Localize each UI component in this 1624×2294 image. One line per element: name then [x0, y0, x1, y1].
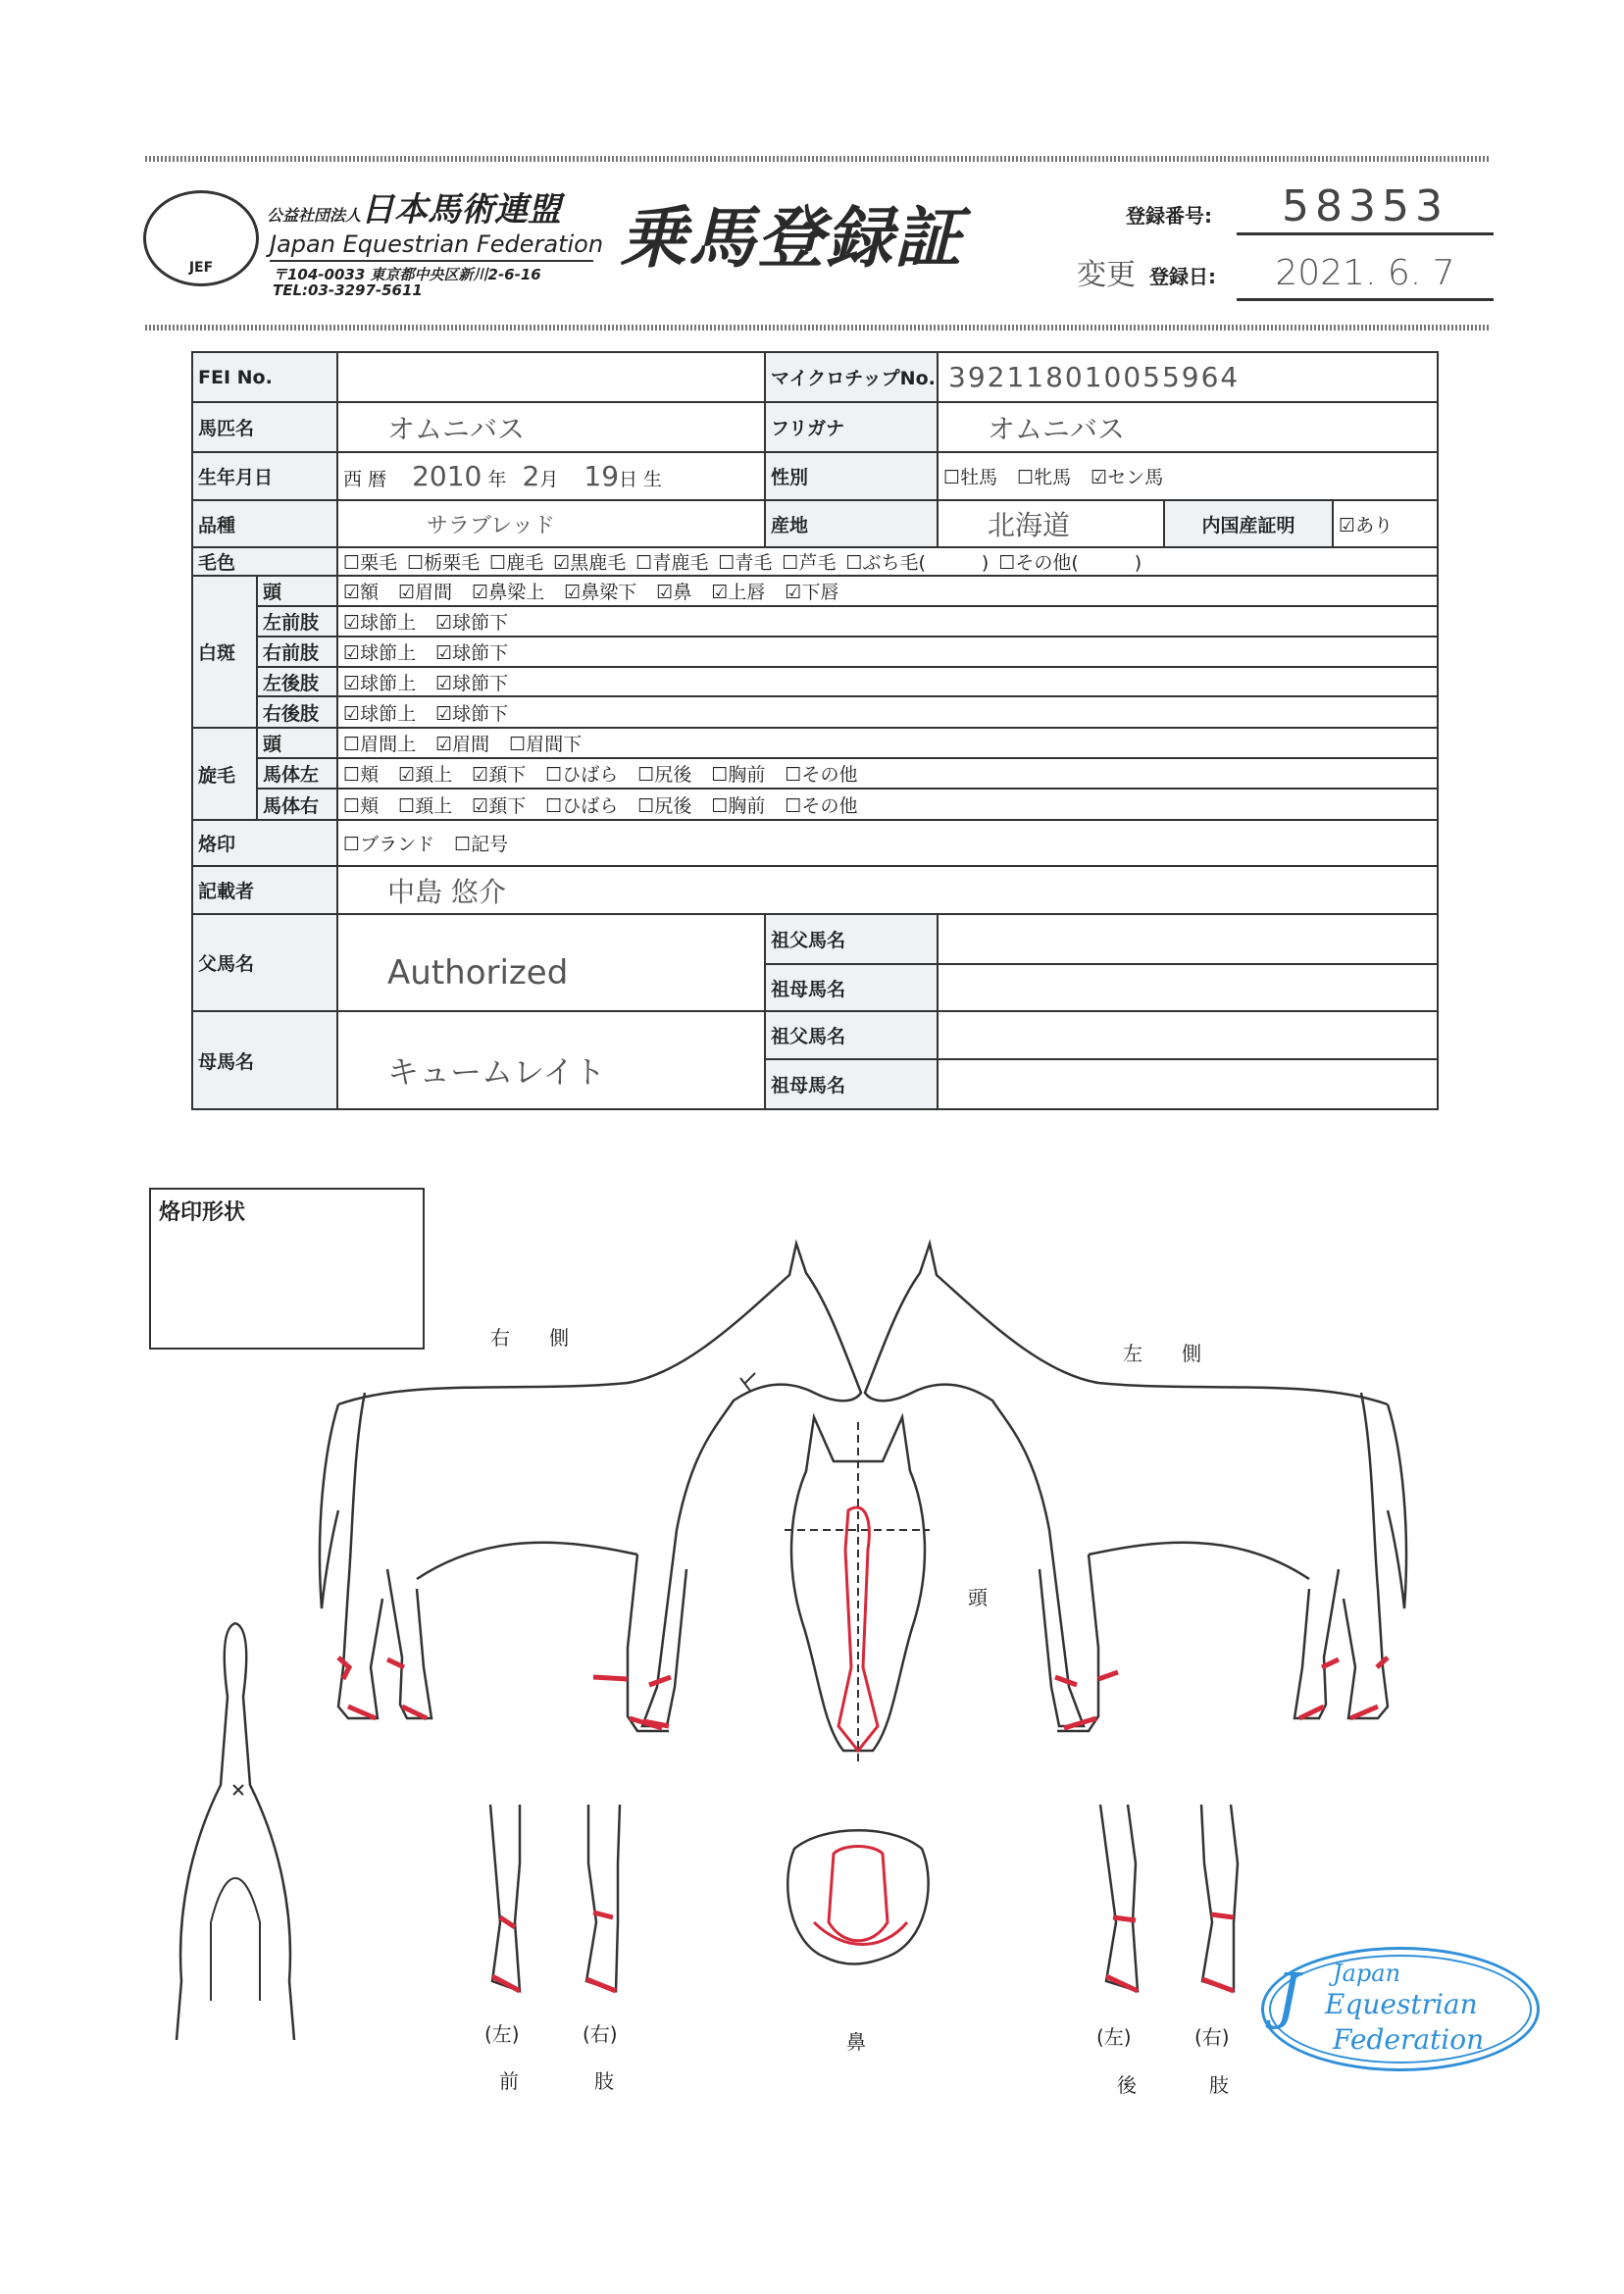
unchecked-box-icon[interactable]: ☐	[845, 552, 863, 574]
birth-day: 19	[584, 460, 620, 492]
checked-box-icon[interactable]: ☑	[435, 702, 453, 725]
checkbox-label: 球節下	[452, 642, 509, 664]
unchecked-box-icon[interactable]: ☐	[545, 764, 563, 786]
whorl-label: 旋毛	[192, 728, 257, 820]
unchecked-box-icon[interactable]: ☐	[711, 764, 729, 786]
unchecked-box-icon[interactable]: ☐	[782, 552, 799, 574]
checkbox-label: ぶち毛( )	[862, 552, 990, 574]
brand-shape-label: 烙印形状	[159, 1200, 246, 1225]
stamp-line2: Equestrian	[1325, 1988, 1478, 2020]
sex-label: 性別	[765, 452, 938, 500]
fore-left-label: (左)	[484, 2022, 520, 2046]
microchip-value: 392118010055964	[938, 352, 1438, 402]
whorl-part-head: 頭	[257, 728, 337, 758]
furigana-label: フリガナ	[765, 402, 938, 452]
unchecked-box-icon[interactable]: ☐	[343, 834, 361, 855]
checkbox-label: 栗毛	[360, 552, 398, 574]
unchecked-box-icon[interactable]: ☐	[711, 794, 729, 817]
checkbox-label: 胸前	[728, 794, 766, 817]
reg-date-label: 登録日:	[1149, 265, 1216, 288]
checkbox-label: 頬	[360, 794, 380, 817]
birth-label: 生年月日	[192, 452, 337, 500]
white-part-rf: 右前肢	[257, 637, 337, 667]
dam-grandsire-label: 祖父馬名	[765, 1011, 938, 1059]
checkbox-label: 頚下	[488, 794, 527, 817]
checked-box-icon[interactable]: ☑	[472, 582, 489, 603]
unchecked-box-icon[interactable]: ☐	[407, 552, 425, 574]
horse-head-front-drawing	[785, 1417, 930, 1765]
unchecked-box-icon[interactable]: ☐	[1017, 467, 1035, 488]
horse-top-view-drawing	[177, 1623, 294, 2040]
sire-value: Authorized	[337, 914, 765, 1011]
checkbox-label: 記号	[471, 834, 509, 855]
domestic-label: 内国産証明	[1164, 500, 1333, 547]
checked-box-icon[interactable]: ☑	[398, 764, 416, 786]
recorder-label: 記載者	[192, 866, 337, 914]
org-english: Japan Equestrian Federation	[270, 231, 593, 262]
checked-box-icon[interactable]: ☑	[398, 582, 416, 603]
checkbox-label: 頚上	[415, 794, 453, 817]
checked-box-icon[interactable]: ☑	[564, 582, 582, 603]
checkbox-label: 尻後	[654, 794, 692, 817]
white-part-lf: 左前肢	[257, 606, 337, 637]
birth-month: 2	[522, 460, 540, 492]
reg-no-value: 58353	[1237, 182, 1494, 235]
checkbox-label: 上唇	[728, 582, 766, 603]
fore-label-1: 前	[499, 2069, 519, 2093]
microchip-label: マイクロチップNo.	[765, 352, 938, 402]
checkbox-label: ひばら	[562, 794, 619, 817]
org-prefix: 公益社団法人	[267, 206, 362, 225]
checked-box-icon[interactable]: ☑	[435, 642, 453, 664]
hind-label-1: 後	[1117, 2073, 1137, 2097]
checkbox-label: その他	[801, 794, 858, 817]
checked-box-icon[interactable]: ☑	[1339, 514, 1356, 536]
head-label: 頭	[968, 1586, 988, 1609]
fore-label-2: 肢	[594, 2069, 614, 2093]
unchecked-box-icon[interactable]: ☐	[343, 764, 361, 786]
change-mark: 変更	[1077, 258, 1136, 292]
checkbox-label: 鼻梁下	[581, 582, 637, 603]
checkbox-label: 球節下	[452, 672, 509, 694]
stamp-line3: Federation	[1333, 2023, 1485, 2056]
checkbox-label: 球節下	[452, 702, 509, 725]
nose-label: 鼻	[846, 2030, 866, 2054]
unchecked-box-icon[interactable]: ☐	[635, 552, 653, 574]
unchecked-box-icon[interactable]: ☐	[785, 764, 802, 786]
sire-grandsire-label: 祖父馬名	[765, 914, 938, 964]
unchecked-box-icon[interactable]: ☐	[785, 794, 802, 817]
checkbox-label: 眉間	[452, 734, 490, 755]
recorder-value: 中島 悠介	[337, 866, 1438, 914]
furigana-value: オムニバス	[938, 402, 1438, 452]
jef-stamp	[1261, 1947, 1540, 2071]
checked-box-icon[interactable]: ☑	[472, 794, 489, 817]
checkbox-label: 尻後	[654, 764, 692, 786]
checkbox-label: 球節下	[452, 612, 509, 634]
unchecked-box-icon[interactable]: ☐	[343, 734, 361, 755]
unchecked-box-icon[interactable]: ☐	[454, 834, 472, 855]
checked-box-icon[interactable]: ☑	[343, 702, 361, 725]
white-part-lh: 左後肢	[257, 667, 337, 696]
checkbox-label: 青毛	[735, 552, 773, 574]
unchecked-box-icon[interactable]: ☐	[637, 794, 655, 817]
day-unit: 日 生	[619, 469, 663, 490]
address-text: 〒104-0033 東京都中央区新川2-6-16	[273, 266, 541, 283]
checkbox-label: 眉間上	[360, 734, 417, 755]
sire-granddam-label: 祖母馬名	[765, 964, 938, 1011]
checked-box-icon[interactable]: ☑	[785, 582, 802, 603]
unchecked-box-icon[interactable]: ☐	[998, 552, 1016, 574]
checkbox-label: 鼻	[673, 582, 692, 603]
unchecked-box-icon[interactable]: ☐	[509, 734, 527, 755]
unchecked-box-icon[interactable]: ☐	[718, 552, 736, 574]
checkbox-label: 牝馬	[1034, 467, 1072, 488]
white-part-head: 頭	[257, 576, 337, 606]
stamp-line1: Japan	[1333, 1960, 1401, 1987]
hind-legs-drawing	[1100, 1805, 1238, 1991]
sire-label: 父馬名	[192, 914, 337, 1011]
checked-box-icon[interactable]: ☑	[435, 612, 453, 634]
origin-label: 産地	[765, 500, 938, 547]
checkbox-label: その他( )	[1015, 552, 1142, 574]
checkbox-label: 頚下	[488, 764, 527, 786]
whorl-part-right: 馬体右	[257, 789, 337, 820]
checked-box-icon[interactable]: ☑	[435, 672, 453, 694]
checked-box-icon[interactable]: ☑	[343, 582, 361, 603]
checkbox-label: 球節上	[360, 702, 417, 725]
checkbox-label: 頚上	[415, 764, 453, 786]
checkbox-label: 額	[360, 582, 380, 603]
checkbox-label: ブランド	[360, 834, 435, 855]
horse-name-label: 馬匹名	[192, 402, 337, 452]
checkbox-label: その他	[801, 764, 858, 786]
checkbox-label: 球節上	[360, 612, 417, 634]
left-side-label: 左 側	[1123, 1342, 1201, 1365]
checkbox-label: 頬	[360, 764, 380, 786]
checkbox-label: 黒鹿毛	[570, 552, 627, 574]
nose-view-drawing	[787, 1830, 928, 1963]
checkbox-label: 牡馬	[960, 467, 998, 488]
logo-text: JEF	[188, 260, 214, 276]
unchecked-box-icon[interactable]: ☐	[343, 552, 361, 574]
checked-box-icon[interactable]: ☑	[435, 734, 453, 755]
checked-box-icon[interactable]: ☑	[711, 582, 729, 603]
coat-label: 毛色	[192, 547, 337, 576]
hind-right-label: (右)	[1194, 2025, 1230, 2049]
checkbox-label: 青鹿毛	[652, 552, 709, 574]
right-side-label: 右 側	[490, 1326, 569, 1350]
origin-value: 北海道	[938, 500, 1164, 547]
unchecked-box-icon[interactable]: ☐	[398, 794, 416, 817]
unchecked-box-icon[interactable]: ☐	[343, 794, 361, 817]
breed-label: 品種	[192, 500, 337, 547]
checkbox-label: 鹿毛	[506, 552, 544, 574]
checkbox-label: 眉間	[415, 582, 453, 603]
checkbox-label: 球節上	[360, 642, 417, 664]
checked-box-icon[interactable]: ☑	[553, 552, 571, 574]
horse-name-value: オムニバス	[337, 402, 765, 452]
dam-label: 母馬名	[192, 1011, 337, 1109]
fei-label: FEI No.	[192, 352, 337, 402]
reg-date-value: 2021. 6. 7	[1237, 250, 1494, 301]
checked-box-icon[interactable]: ☑	[472, 764, 489, 786]
checkbox-label: 下唇	[801, 582, 839, 603]
checked-box-icon[interactable]: ☑	[343, 612, 361, 634]
checked-box-icon[interactable]: ☑	[1091, 467, 1108, 488]
month-unit: 月	[539, 469, 559, 490]
white-markings-label: 白斑	[192, 576, 257, 728]
checkbox-label: 眉間下	[526, 734, 583, 755]
checkbox-label: セン馬	[1107, 467, 1164, 488]
hind-label-2: 肢	[1209, 2073, 1229, 2097]
checkbox-label: 鼻梁上	[488, 582, 545, 603]
tel-text: TEL:03-3297-5611	[273, 281, 423, 299]
white-part-rh: 右後肢	[257, 696, 337, 728]
birth-year: 2010	[412, 460, 482, 492]
dam-granddam-label: 祖母馬名	[765, 1059, 938, 1109]
checkbox-label: ひばら	[562, 764, 619, 786]
checkbox-label: 栃栗毛	[424, 552, 481, 574]
checkbox-label: 胸前	[728, 764, 766, 786]
reg-no-label: 登録番号:	[1126, 204, 1212, 228]
fore-legs-drawing	[490, 1805, 620, 1991]
dam-value: キュームレイト	[337, 1011, 765, 1109]
unchecked-box-icon[interactable]: ☐	[489, 552, 507, 574]
breed-value: サラブレッド	[337, 500, 765, 547]
era: 西 暦	[343, 469, 387, 490]
whorl-part-left: 馬体左	[257, 758, 337, 789]
unchecked-box-icon[interactable]: ☐	[545, 794, 563, 817]
brand-label: 烙印	[192, 820, 337, 866]
horse-right-side-drawing	[320, 1244, 861, 1731]
horse-left-side-drawing	[865, 1244, 1406, 1731]
document-title: 乗馬登録証	[620, 200, 964, 278]
org-name-text: 日本馬術連盟	[361, 190, 562, 229]
checked-box-icon[interactable]: ☑	[656, 582, 674, 603]
stamp-j-letter: J	[1276, 1960, 1300, 2031]
unchecked-box-icon[interactable]: ☐	[637, 764, 655, 786]
checkbox-label: 球節上	[360, 672, 417, 694]
unchecked-box-icon[interactable]: ☐	[943, 467, 961, 488]
fore-right-label: (右)	[583, 2022, 618, 2046]
checkbox-label: 芦毛	[798, 552, 837, 574]
checked-box-icon[interactable]: ☑	[343, 642, 361, 664]
year-unit: 年	[487, 469, 507, 490]
hind-left-label: (左)	[1096, 2025, 1132, 2049]
checkbox-label: あり	[1355, 514, 1394, 536]
checked-box-icon[interactable]: ☑	[343, 672, 361, 694]
